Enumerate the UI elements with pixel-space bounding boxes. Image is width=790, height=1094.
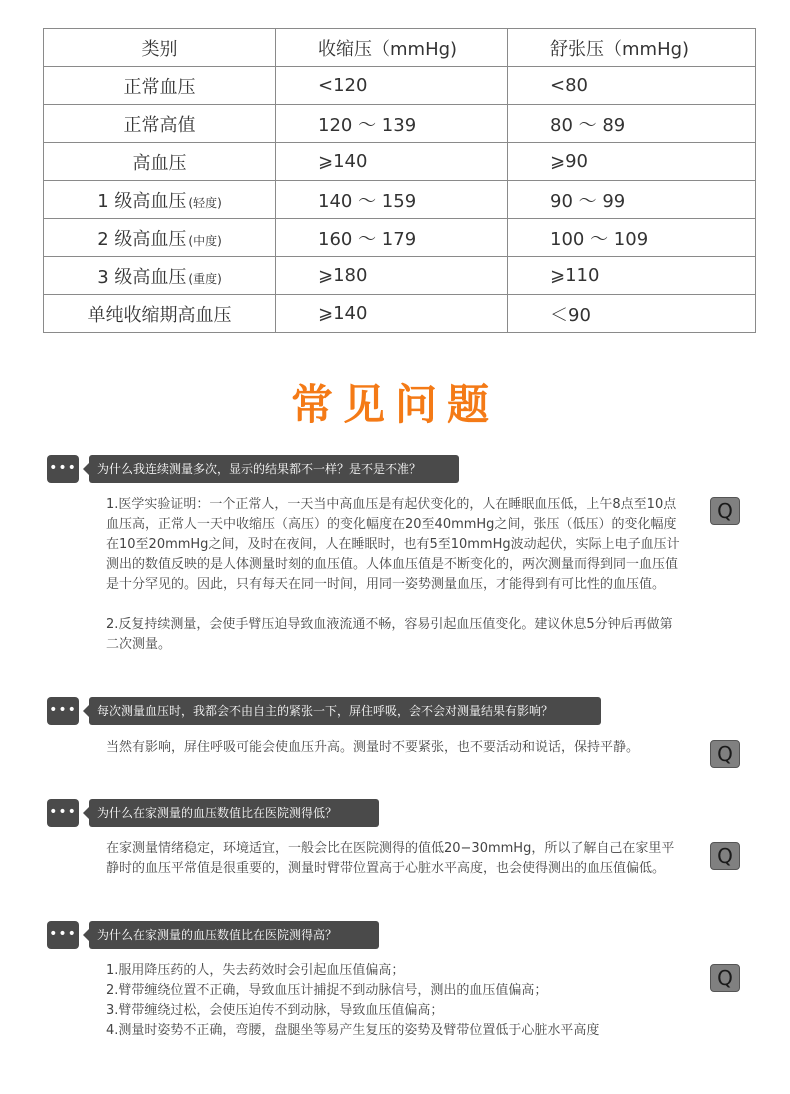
table-row (44, 257, 756, 295)
row-category (44, 219, 276, 257)
faq-answer (106, 738, 681, 758)
table-row (44, 143, 756, 181)
row-systolic: 140 ～ 159 (276, 181, 508, 219)
row-diastolic: ＜90 (508, 295, 756, 333)
category-note: (重度) (188, 271, 222, 286)
row-diastolic: ⩾90 (508, 143, 756, 181)
faq-answer (106, 961, 681, 1041)
row-category (44, 257, 276, 295)
question-q-icon: Q (710, 497, 740, 525)
row-category (44, 143, 276, 181)
row-category (44, 105, 276, 143)
answer-paragraph: 1.服用降压药的人，失去药效时会引起血压值偏高； (106, 963, 405, 978)
faq-question: 为什么我连续测量多次，显示的结果都不一样？是不是不准？ (89, 455, 459, 483)
row-systolic: <120 (276, 67, 508, 105)
faq-question: 为什么在家测量的血压数值比在医院测得高？ (89, 921, 379, 949)
faq-answer (106, 495, 681, 655)
row-systolic: ⩾140 (276, 143, 508, 181)
header-systolic: 收缩压（mmHg) (276, 29, 508, 67)
row-category (44, 295, 276, 333)
faq-section-title: 常见问题 (290, 380, 499, 429)
row-category (44, 67, 276, 105)
answer-paragraph: 3.臂带缠绕过松，会使压迫传不到动脉，导致血压值偏高； (106, 1003, 444, 1018)
question-q-icon: Q (710, 964, 740, 992)
answer-paragraph: 当然有影响，屏住呼吸可能会使血压升高。测量时不要紧张，也不要活动和说话，保持平静。 (106, 740, 640, 755)
row-systolic: 160 ～ 179 (276, 219, 508, 257)
table-row (44, 181, 756, 219)
faq-answer (106, 839, 681, 879)
category-label: 正常血压 (123, 76, 196, 98)
category-label: 正常高值 (123, 114, 196, 136)
answer-paragraph: 2.臂带缠绕位置不正确，导致血压计捕捉不到动脉信号，测出的血压值偏高； (106, 983, 548, 998)
answer-paragraph: 在家测量情绪稳定，环境适宜，一般会比在医院测得的值低20−30mmHg，所以了解自己在家里平静时的血压平常值是很重要的，测量时臂带位置高于心脏水平高度，也会使得测出的血压值偏低。 (106, 841, 675, 876)
category-label: 2 级高血压 (97, 228, 187, 250)
dots-icon: ••• (47, 697, 79, 725)
row-systolic: ⩾180 (276, 257, 508, 295)
faq-question: 为什么在家测量的血压数值比在医院测得低？ (89, 799, 379, 827)
category-note: (中度) (188, 233, 222, 248)
answer-paragraph: 2.反复持续测量，会使手臂压迫导致血液流通不畅，容易引起血压值变化。建议休息5分钟后再做第二次测量。 (106, 617, 673, 652)
table-row (44, 105, 756, 143)
row-diastolic: <80 (508, 67, 756, 105)
dots-icon: ••• (47, 799, 79, 827)
dots-icon: ••• (47, 455, 79, 483)
row-diastolic: 100 ～ 109 (508, 219, 756, 257)
category-label: 3 级高血压 (97, 266, 187, 288)
answer-paragraph: 4.测量时姿势不正确，弯腰，盘腿坐等易产生复压的姿势及臂带位置低于心脏水平高度 (106, 1023, 600, 1038)
dots-icon: ••• (47, 921, 79, 949)
answer-paragraph: 1.医学实验证明：一个正常人，一天当中高血压是有起伏变化的，人在睡眠血压低，上午8点至10点血压高，正常人一天中收缩压（高压）的变化幅度在20至40mmHg之间，张压（低压）的变化幅度在10至20mmHg之间，及时在夜间，人在睡眠时，也有5至10mmHg波动起伏，实际上电子血压计测出的数值反映的是人体测量时刻的血压值。人体血压值是不断变化的，两次测量而得到同一血压值是十分罕见的。因此，只有每天在同一时间，用同一姿势测量血压，才能得到有可比性的血压值。 (106, 497, 680, 592)
table-row (44, 67, 756, 105)
header-diastolic: 舒张压（mmHg) (508, 29, 756, 67)
table-row (44, 295, 756, 333)
question-q-icon: Q (710, 842, 740, 870)
row-diastolic: ⩾110 (508, 257, 756, 295)
header-category: 类别 (44, 29, 276, 67)
category-label: 单纯收缩期高血压 (87, 304, 232, 326)
category-label: 高血压 (132, 152, 187, 174)
faq-question: 每次测量血压时，我都会不由自主的紧张一下，屏住呼吸，会不会对测量结果有影响？ (89, 697, 601, 725)
blood-pressure-table (43, 28, 756, 333)
question-q-icon: Q (710, 740, 740, 768)
row-systolic: 120 ～ 139 (276, 105, 508, 143)
row-category (44, 181, 276, 219)
row-systolic: ⩾140 (276, 295, 508, 333)
row-diastolic: 90 ～ 99 (508, 181, 756, 219)
table-header-row (44, 29, 756, 67)
category-note: (轻度) (188, 195, 222, 210)
row-diastolic: 80 ～ 89 (508, 105, 756, 143)
category-label: 1 级高血压 (97, 190, 187, 212)
table-row (44, 219, 756, 257)
